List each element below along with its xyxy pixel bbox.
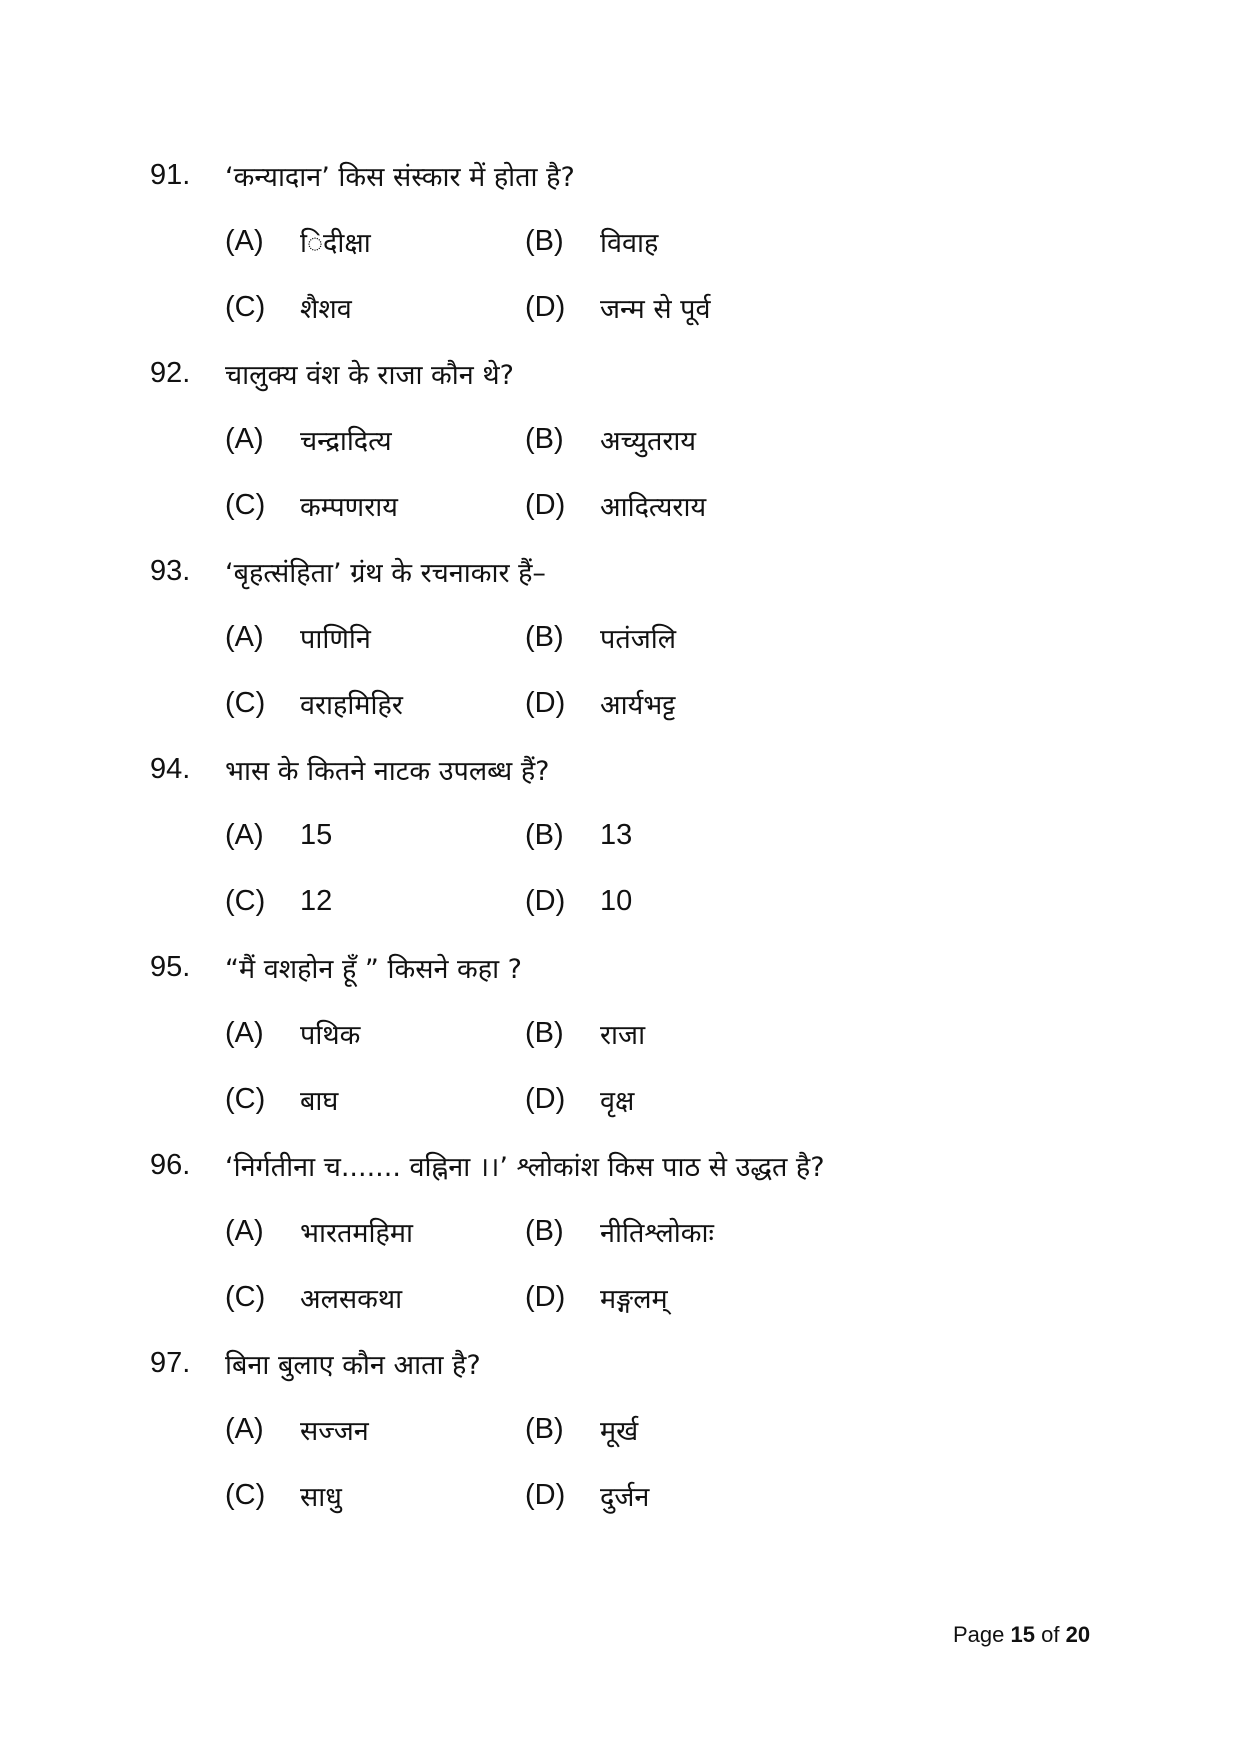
option-d <box>525 487 825 524</box>
option-row <box>225 282 1125 332</box>
option-text: आदित्यराय <box>600 491 707 523</box>
question-text: चालुक्य वंश के राजा कौन थे? <box>225 359 514 391</box>
question-list <box>150 150 1150 1536</box>
question-stem <box>150 1140 825 1190</box>
option-row <box>225 1008 1125 1058</box>
option-row <box>225 1074 1125 1124</box>
option-b <box>525 1411 825 1448</box>
question-97 <box>150 1338 1150 1536</box>
option-a <box>225 1015 525 1052</box>
option-d <box>525 1081 825 1118</box>
question-stem <box>150 546 546 596</box>
option-d <box>525 1477 825 1514</box>
question-96 <box>150 1140 1150 1338</box>
option-b <box>525 819 825 852</box>
option-a <box>225 421 525 458</box>
option-b <box>525 1213 825 1250</box>
option-label: (C) <box>225 290 266 323</box>
option-c <box>225 487 525 524</box>
question-number: 93. <box>150 554 191 587</box>
option-a <box>225 819 525 852</box>
option-a <box>225 1213 525 1250</box>
of-word: of <box>1041 1622 1060 1647</box>
option-text: सज्जन <box>300 1415 369 1447</box>
option-text: भारतमहिमा <box>300 1217 414 1249</box>
option-label: (C) <box>225 1082 266 1115</box>
question-stem <box>150 348 514 398</box>
option-row <box>225 1404 1125 1454</box>
option-text: नीतिश्लोकाः <box>600 1217 714 1249</box>
option-text: 15 <box>300 818 333 851</box>
option-label: (C) <box>225 1478 266 1511</box>
option-row <box>225 876 1125 926</box>
option-c <box>225 1081 525 1118</box>
option-row <box>225 414 1125 464</box>
question-number: 92. <box>150 356 191 389</box>
option-text: वराहमिहिर <box>300 689 403 721</box>
option-a <box>225 619 525 656</box>
option-label: (C) <box>225 686 266 719</box>
question-91 <box>150 150 1150 348</box>
option-text: जन्म से पूर्व <box>600 293 711 325</box>
question-text: ‘कन्यादान’ किस संस्कार में होता है? <box>225 161 575 193</box>
option-label: (B) <box>525 1412 564 1445</box>
option-c <box>225 1279 525 1316</box>
option-label: (B) <box>525 620 564 653</box>
option-d <box>525 1279 825 1316</box>
option-c <box>225 1477 525 1514</box>
option-text: मूर्ख <box>600 1415 639 1447</box>
option-label: (B) <box>525 1016 564 1049</box>
question-94 <box>150 744 1150 942</box>
current-page-number: 15 <box>1010 1622 1035 1647</box>
option-label: (A) <box>225 1412 264 1445</box>
option-row <box>225 1272 1125 1322</box>
option-row <box>225 1206 1125 1256</box>
option-text: 12 <box>300 884 333 917</box>
option-label: (C) <box>225 1280 266 1313</box>
option-b <box>525 223 825 260</box>
question-text: ‘निर्गतीना च....... वह्निना ।।’ श्लोकांश किस पाठ से उद्धत है? <box>225 1151 825 1183</box>
option-text: साधु <box>300 1481 342 1513</box>
option-text: पथिक <box>300 1019 361 1051</box>
option-text: अच्युतराय <box>600 425 697 457</box>
option-text: िदीक्षा <box>300 227 371 259</box>
question-number: 97. <box>150 1346 191 1379</box>
question-text: बिना बुलाए कौन आता है? <box>225 1349 481 1381</box>
option-text: कम्पणराय <box>300 491 398 523</box>
option-d <box>525 885 825 918</box>
option-row <box>225 612 1125 662</box>
total-page-number: 20 <box>1065 1622 1091 1647</box>
option-d <box>525 289 825 326</box>
option-label: (D) <box>525 1280 566 1313</box>
option-text: दुर्जन <box>600 1481 650 1513</box>
option-c <box>225 885 525 918</box>
option-c <box>225 289 525 326</box>
option-text: पाणिनि <box>300 623 371 655</box>
option-row <box>225 480 1125 530</box>
option-label: (D) <box>525 686 566 719</box>
option-label: (A) <box>225 1016 264 1049</box>
option-label: (C) <box>225 488 266 521</box>
option-text: विवाह <box>600 227 659 259</box>
option-label: (A) <box>225 422 264 455</box>
question-number: 91. <box>150 158 191 191</box>
question-number: 95. <box>150 950 191 983</box>
option-b <box>525 421 825 458</box>
option-row <box>225 1470 1125 1520</box>
question-text: भास के कितने नाटक उपलब्ध हैं? <box>225 755 550 787</box>
question-text: “मैं वशहोन हूँ ” किसने कहा ? <box>225 953 523 985</box>
option-a <box>225 1411 525 1448</box>
question-95 <box>150 942 1150 1140</box>
option-text: 10 <box>600 884 633 917</box>
option-text: अलसकथा <box>300 1283 403 1315</box>
option-text: वृक्ष <box>600 1085 635 1117</box>
option-text: बाघ <box>300 1085 339 1117</box>
option-text: शैशव <box>300 293 352 325</box>
option-c <box>225 685 525 722</box>
option-label: (A) <box>225 818 264 851</box>
option-label: (A) <box>225 1214 264 1247</box>
option-text: आर्यभट्ट <box>600 689 676 721</box>
option-label: (D) <box>525 1478 566 1511</box>
option-d <box>525 685 825 722</box>
page-footer <box>953 1622 1090 1648</box>
option-b <box>525 1015 825 1052</box>
option-label: (D) <box>525 290 566 323</box>
option-label: (B) <box>525 818 564 851</box>
option-text: चन्द्रादित्य <box>300 425 392 457</box>
option-a <box>225 223 525 260</box>
question-stem <box>150 150 575 200</box>
page-word: Page <box>953 1622 1005 1647</box>
option-label: (A) <box>225 620 264 653</box>
option-label: (C) <box>225 884 266 917</box>
option-row <box>225 678 1125 728</box>
question-number: 96. <box>150 1148 191 1181</box>
question-92 <box>150 348 1150 546</box>
option-text: मङ्गलम् <box>600 1283 668 1315</box>
question-stem <box>150 1338 481 1388</box>
question-93 <box>150 546 1150 744</box>
option-label: (D) <box>525 488 566 521</box>
question-stem <box>150 942 522 992</box>
option-label: (A) <box>225 224 264 257</box>
option-row <box>225 216 1125 266</box>
question-stem <box>150 744 550 794</box>
question-number: 94. <box>150 752 191 785</box>
option-b <box>525 619 825 656</box>
option-label: (D) <box>525 1082 566 1115</box>
option-text: पतंजलि <box>600 623 677 655</box>
option-row <box>225 810 1125 860</box>
question-text: ‘बृहत्संहिता’ ग्रंथ के रचनाकार हैं– <box>225 557 546 589</box>
option-text: 13 <box>600 818 633 851</box>
option-label: (B) <box>525 224 564 257</box>
option-text: राजा <box>600 1019 646 1051</box>
option-label: (B) <box>525 422 564 455</box>
option-label: (D) <box>525 884 566 917</box>
option-label: (B) <box>525 1214 564 1247</box>
